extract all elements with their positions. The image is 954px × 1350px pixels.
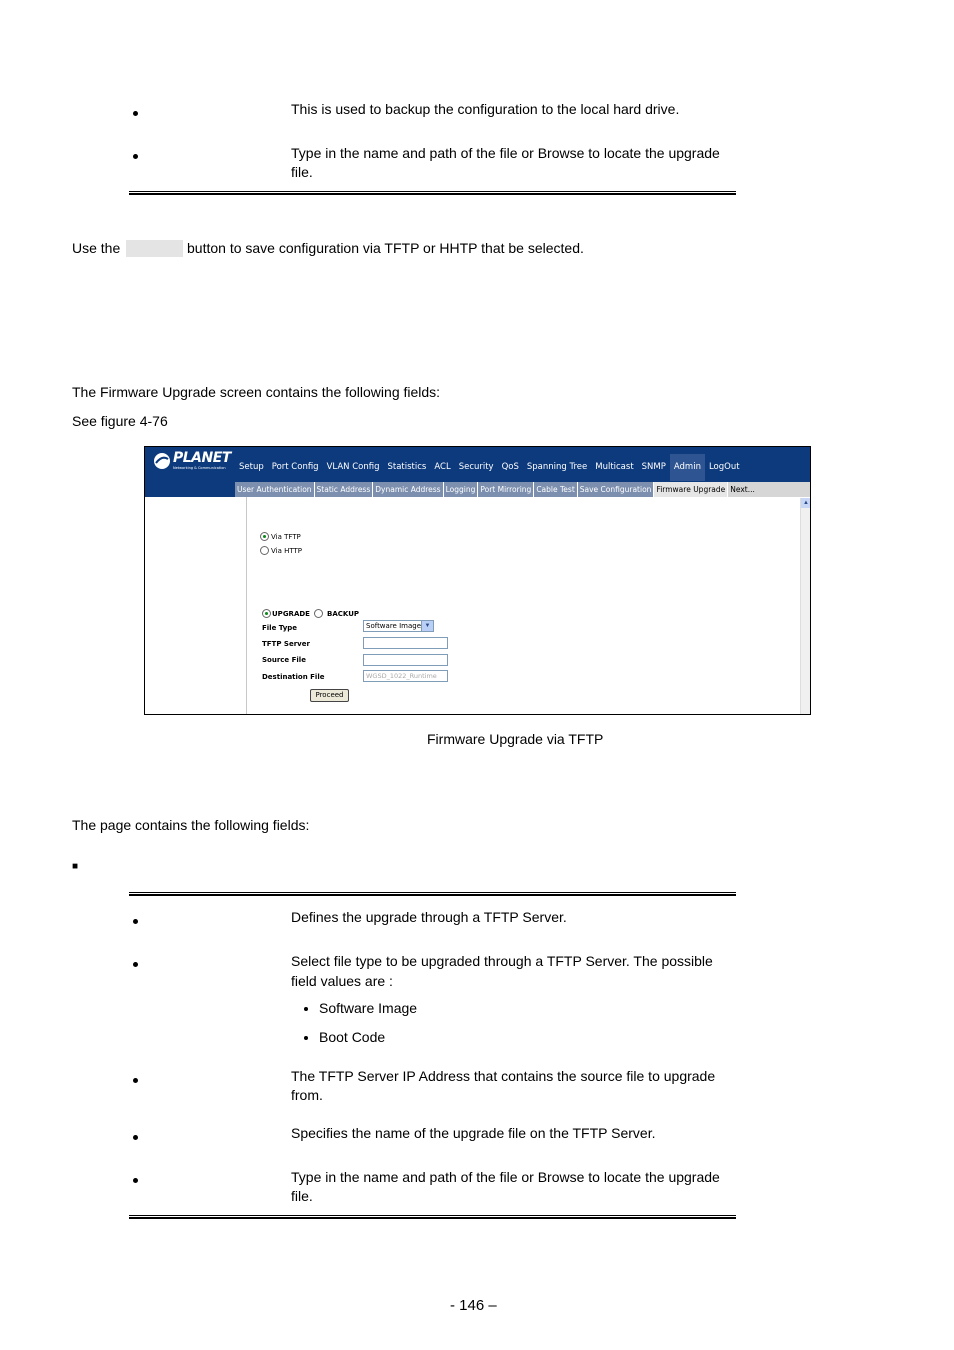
source-file-label: Source File — [262, 656, 306, 664]
nav-qos[interactable]: QoS — [501, 462, 519, 472]
table-top-rule — [129, 892, 736, 896]
subnav-cable-test[interactable]: Cable Test — [534, 482, 577, 497]
save-sentence-before: Use the — [72, 240, 121, 256]
fields-intro: The page contains the following fields: — [72, 817, 310, 833]
logo-text: PLANET — [173, 450, 231, 466]
bullet-dot — [133, 1135, 138, 1140]
subnav-logging[interactable]: Logging — [444, 482, 479, 497]
bullet-dot — [133, 1178, 138, 1183]
bullet-dot — [133, 111, 138, 116]
nav-admin[interactable]: Admin — [670, 454, 705, 481]
via-http-label: Via HTTP — [271, 547, 303, 555]
subnav-next[interactable]: Next... — [728, 482, 757, 497]
firmware-upgrade-screenshot — [144, 446, 811, 715]
subnav-firmware-upgrade[interactable]: Firmware Upgrade — [654, 482, 728, 497]
figure-caption: Firmware Upgrade via TFTP — [427, 731, 604, 747]
nav-multicast[interactable]: Multicast — [595, 462, 634, 472]
destination-file-placeholder: WGSD_1022_Runtime — [366, 672, 437, 680]
nav-security[interactable]: Security — [458, 462, 494, 472]
file-type-value: Software Image — [366, 622, 422, 630]
subnav-static-address[interactable]: Static Address — [315, 482, 374, 497]
via-tftp-label: Via TFTP — [271, 533, 301, 541]
nav-spanning-tree[interactable]: Spanning Tree — [526, 462, 588, 472]
file-type-select[interactable] — [363, 620, 434, 632]
table-row-desc: Defines the upgrade through a TFTP Server. — [291, 909, 567, 925]
logo-subtext: Networking & Communication — [173, 466, 226, 470]
section-marker: ■ — [72, 861, 79, 872]
destination-file-input[interactable] — [363, 670, 448, 682]
upgrade-form — [145, 447, 811, 715]
option-item: Boot Code — [319, 1029, 386, 1045]
nav-setup[interactable]: Setup — [239, 462, 264, 472]
nav-logout[interactable]: LogOut — [708, 462, 740, 472]
table-bottom-rule — [129, 1215, 736, 1219]
nav-statistics[interactable]: Statistics — [387, 462, 427, 472]
proceed-button[interactable]: Proceed — [310, 689, 349, 702]
tftp-server-input[interactable] — [363, 637, 448, 649]
sub-bullet — [304, 1036, 308, 1040]
upgrade-radio[interactable] — [262, 609, 271, 618]
scrollbar[interactable] — [800, 498, 811, 714]
upgrade-label: UPGRADE — [272, 610, 310, 618]
scroll-up-icon[interactable]: ▲ — [801, 498, 811, 508]
via-tftp-radio[interactable] — [260, 532, 269, 541]
subnav-dynamic-address[interactable]: Dynamic Address — [373, 482, 443, 497]
backup-radio[interactable] — [314, 609, 323, 618]
destination-file-label: Destination File — [262, 673, 325, 681]
nav-snmp[interactable]: SNMP — [641, 462, 666, 472]
chevron-down-icon[interactable]: ▼ — [421, 621, 433, 631]
page-number: - 146 – — [450, 1297, 497, 1314]
subnav-save-configuration[interactable]: Save Configuration — [578, 482, 655, 497]
via-http-radio[interactable] — [260, 546, 269, 555]
nav-vlan-config[interactable]: VLAN Config — [326, 462, 380, 472]
subnav-port-mirroring[interactable]: Port Mirroring — [478, 482, 534, 497]
bullet-dot — [133, 154, 138, 159]
figure-reference: See figure 4-76 — [72, 413, 168, 429]
table-bottom-rule — [129, 191, 736, 195]
table-row-desc: This is used to backup the configuration to the local hard drive. — [291, 101, 680, 117]
table-row-desc: Type in the name and path of the file or Browse to locate the upgrade file. — [291, 1169, 720, 1204]
backup-label: BACKUP — [327, 610, 360, 618]
subnav-user-authentication[interactable]: User Authentication — [235, 482, 315, 497]
table-row-desc: The TFTP Server IP Address that contains the source file to upgrade from. — [291, 1068, 716, 1103]
table-row-desc: Specifies the name of the upgrade file on the TFTP Server. — [291, 1125, 656, 1141]
save-sentence-after: button to save configuration via TFTP or HHTP that be selected. — [187, 240, 584, 256]
tftp-server-label: TFTP Server — [262, 640, 310, 648]
nav-port-config[interactable]: Port Config — [271, 462, 319, 472]
bullet-dot — [133, 1078, 138, 1083]
table-row-desc: Type in the name and path of the file or Browse to locate the upgrade file. — [291, 145, 720, 180]
file-type-label: File Type — [262, 624, 298, 632]
table-row-desc: Select file type to be upgraded through a TFTP Server. The possible field values are : — [291, 953, 713, 989]
bullet-dot — [133, 919, 138, 924]
sub-bullet — [304, 1007, 308, 1011]
intro-line: The Firmware Upgrade screen contains the following fields: — [72, 384, 441, 400]
bullet-dot — [133, 962, 138, 967]
source-file-input[interactable] — [363, 654, 448, 666]
save-button-placeholder — [126, 240, 183, 257]
option-item: Software Image — [319, 1000, 418, 1016]
nav-acl[interactable]: ACL — [434, 462, 451, 472]
